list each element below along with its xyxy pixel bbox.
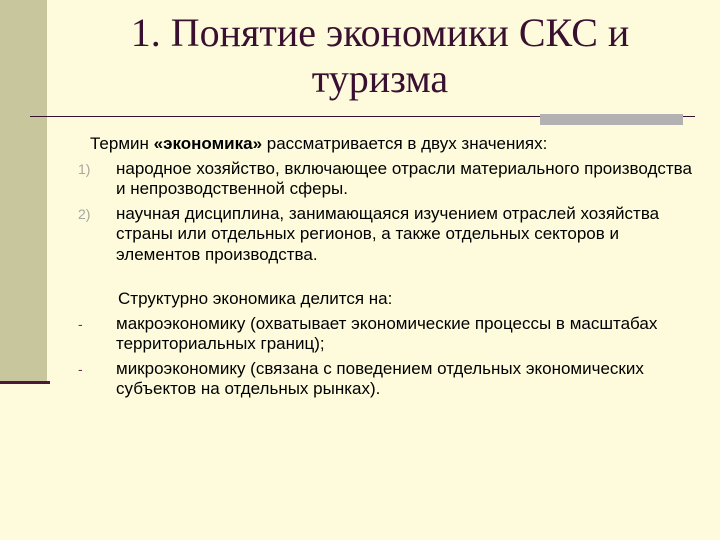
list-number: 2) (78, 205, 91, 222)
intro-after: рассматривается в двух значениях: (262, 134, 548, 153)
meaning-text: народное хозяйство, включающее отрасли материального производства и непрозводственной сферы. (116, 158, 692, 198)
part-text: микроэкономику (связана с поведением отдельных экономических субъектов на отдельных рынках). (116, 358, 644, 398)
meaning-item (78, 204, 698, 266)
intro-paragraph (78, 134, 698, 155)
part-item (78, 314, 698, 355)
list-number: 1) (78, 160, 91, 177)
part-text: макроэкономику (охватывает экономические процессы в масштабах территориальных границ); (116, 313, 658, 353)
meaning-item (78, 159, 698, 200)
slide-body (78, 134, 698, 404)
meaning-text: научная дисциплина, занимающаяся изучением отраслей хозяйства страны или отдельных регионов, а также отдельных секторов и элементов производства. (116, 203, 660, 264)
slide-title: 1. Понятие экономики СКС и туризма (130, 10, 630, 101)
side-decor-bar (0, 0, 47, 383)
part-item (78, 359, 698, 400)
dash-bullet: - (78, 315, 83, 332)
intro-before: Термин (90, 134, 154, 153)
intro-term: «экономика» (153, 134, 263, 153)
dash-bullet: - (78, 360, 83, 377)
title-divider-accent (540, 114, 683, 125)
side-decor-underline (0, 381, 50, 384)
structure-heading: Структурно экономика делится на: (118, 289, 393, 308)
